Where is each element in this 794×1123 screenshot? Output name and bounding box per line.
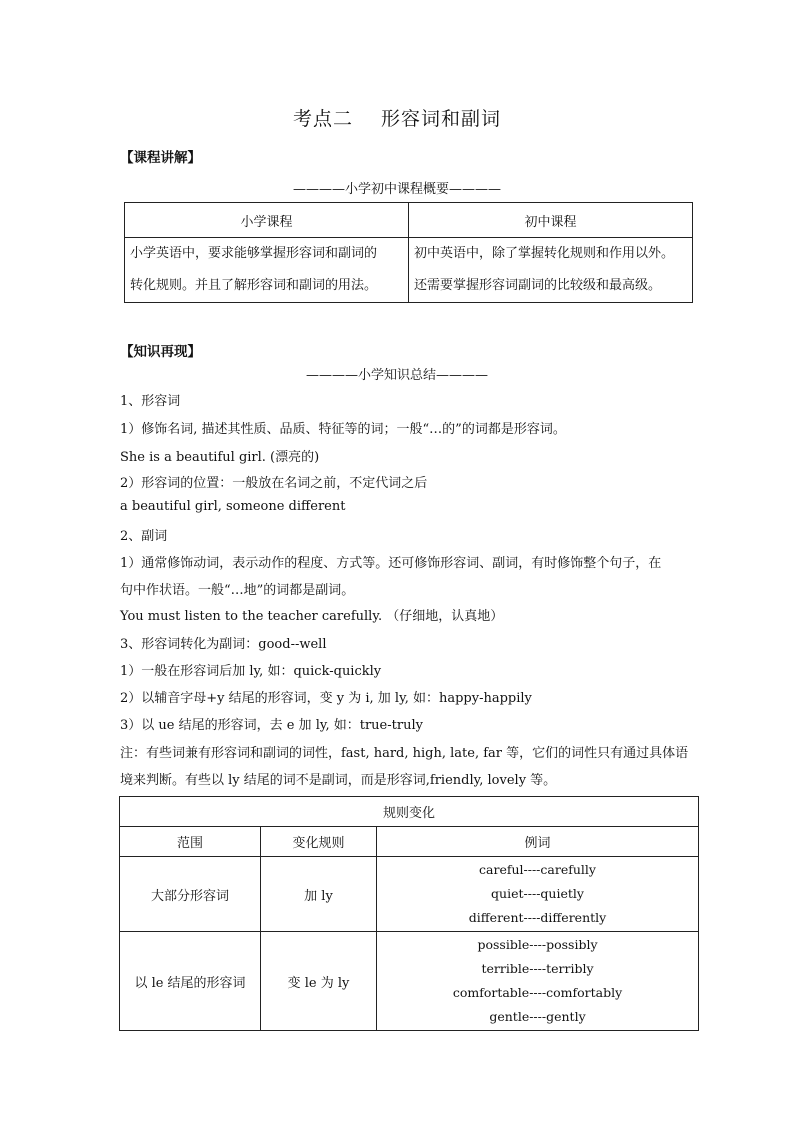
header-scope: 范围	[120, 827, 261, 857]
text-line: 句中作状语。一般“…地”的词都是副词。	[120, 583, 355, 598]
text-line: 1）一般在形容词后加 ly, 如：quick-quickly	[120, 664, 382, 679]
heading-conversion: 3、形容词转化为副词：good--well	[120, 637, 327, 652]
example-word: terrible----terribly	[481, 961, 594, 976]
summary-caption: ————小学知识总结————	[305, 368, 488, 383]
primary-line-1: 小学英语中，要求能够掌握形容词和副词的	[130, 246, 378, 261]
primary-line-2: 转化规则。并且了解形容词和副词的用法。	[130, 278, 378, 293]
note-line: 境来判断。有些以 ly 结尾的词不是副词，而是形容词,friendly, lovely 等。	[120, 773, 557, 788]
example-word: careful----carefully	[479, 862, 596, 877]
text-line: 3）以 ue 结尾的形容词，去 e 加 ly, 如：true-truly	[120, 718, 423, 733]
header-junior: 初中课程	[409, 203, 693, 238]
row-scope: 以 le 结尾的形容词	[120, 932, 261, 1031]
heading-adjective: 1、形容词	[120, 394, 181, 409]
junior-line-1: 初中英语中，除了掌握转化规则和作用以外。	[414, 246, 675, 261]
title-part1: 考点二	[292, 108, 353, 130]
example-line: You must listen to the teacher carefully. （仔细地，认真地）	[120, 609, 504, 624]
example-word: comfortable----comfortably	[452, 985, 623, 1000]
header-rule: 变化规则	[261, 827, 377, 857]
example-word: quiet----quietly	[491, 886, 584, 901]
heading-adverb: 2、副词	[120, 529, 168, 544]
row-rule: 加 ly	[261, 857, 377, 932]
note-line: 注：有些词兼有形容词和副词的词性，fast, hard, high, late, far 等，它们的词性只有通过具体语	[120, 746, 689, 761]
row-rule: 变 le 为 ly	[261, 932, 377, 1031]
text-line: 2）以辅音字母+y 结尾的形容词，变 y 为 i, 加 ly, 如：happy-happily	[120, 691, 532, 706]
row-scope: 大部分形容词	[120, 857, 261, 932]
row-examples	[377, 932, 699, 1031]
row-examples	[377, 857, 699, 932]
text-line: 2）形容词的位置：一般放在名词之前，不定代词之后	[120, 476, 428, 491]
example-line: She is a beautiful girl. (漂亮的)	[120, 450, 320, 465]
header-primary: 小学课程	[125, 203, 409, 238]
title-part2: 形容词和副词	[381, 108, 502, 130]
overview-table	[124, 202, 693, 303]
text-line: 1）通常修饰动词，表示动作的程度、方式等。还可修饰形容词、副词，有时修饰整个句子，在	[120, 556, 662, 571]
example-line: a beautiful girl, someone different	[120, 499, 346, 514]
junior-line-2: 还需要掌握形容词副词的比较级和最高级。	[414, 278, 662, 293]
example-word: possible----possibly	[477, 937, 598, 952]
header-examples: 例词	[377, 827, 699, 857]
page-title	[0, 104, 794, 131]
rules-caption: 规则变化	[120, 797, 699, 827]
rules-table	[119, 796, 699, 1031]
overview-caption: ————小学初中课程概要————	[292, 182, 501, 197]
cell-junior	[409, 238, 693, 303]
example-word: different----differently	[468, 910, 607, 925]
section-lecture: 【课程讲解】	[120, 150, 201, 166]
section-review: 【知识再现】	[120, 344, 201, 360]
cell-primary	[125, 238, 409, 303]
text-line: 1）修饰名词, 描述其性质、品质、特征等的词；一般“…的”的词都是形容词。	[120, 422, 566, 437]
example-word: gentle----gently	[489, 1009, 586, 1024]
